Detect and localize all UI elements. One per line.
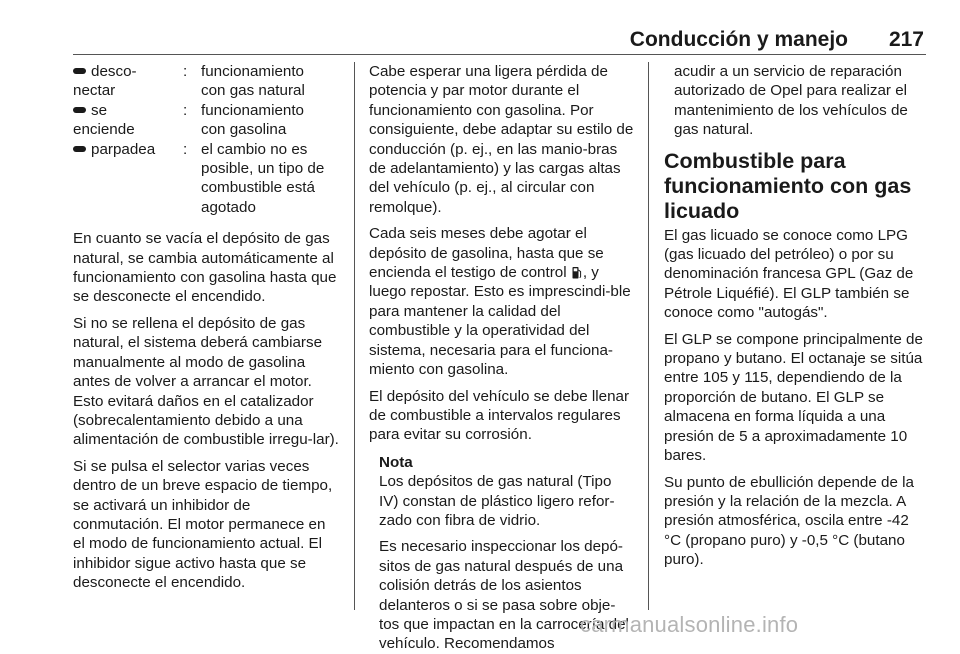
legend-row — [73, 140, 341, 218]
legend-row — [73, 62, 341, 101]
legend-value: funcionamiento con gas natural — [201, 63, 305, 100]
header-divider — [73, 54, 926, 55]
column-divider-1 — [354, 62, 355, 610]
column-middle — [369, 62, 634, 654]
indicator-lamp-icon — [73, 146, 86, 152]
paragraph: Cabe esperar una ligera pérdida de potencia y par motor durante el funcionamiento con gasolina. Por consiguiente, debe adaptar su estilo de conducción (p. ej., en las manio-bras de adelantamiento) y las cargas altas del vehículo (p. ej., al circular con remolque). — [369, 63, 634, 216]
page-number: 217 — [888, 28, 924, 51]
watermark: carmanualsonline.info — [580, 612, 799, 637]
column-right — [664, 62, 928, 570]
note-paragraph: Los depósitos de gas natural (Tipo IV) constan de plástico ligero refor-zado con fibra de vidrio. — [379, 473, 615, 529]
legend-value: funcionamiento con gasolina — [201, 101, 305, 139]
paragraph: El depósito del vehículo se debe llenar de combustible a intervalos regulares para evitar su corrosión. — [369, 387, 630, 444]
note-continuation: acudir a un servicio de reparación autorizado de Opel para realizar el mantenimiento de los vehículos de gas natural. — [674, 63, 908, 139]
indicator-lamp-icon — [73, 107, 86, 113]
note-paragraph: Es necesario inspeccionar los depó-sitos de gas natural después de una colisión detrás de los asientos delanteros o si se pasa sobre obje-tos que impactan en la carrocería del vehículo. Recomendamos — [379, 538, 629, 653]
column-divider-2 — [648, 62, 649, 610]
legend-key-text: se enciende — [73, 101, 135, 139]
indicator-legend — [73, 62, 341, 217]
paragraph-text: Cada seis meses debe agotar el depósito de gasolina, hasta que se encienda el testigo de control — [369, 225, 604, 282]
legend-key-text: parpadea — [91, 140, 156, 158]
indicator-lamp-icon — [73, 68, 86, 74]
legend-colon: : — [183, 140, 188, 158]
paragraph: Su punto de ebullición depende de la presión y la relación de la mezcla. A presión atmosférica, oscila entre -42 °C (propano puro) y -0,5 °C (butano puro). — [664, 473, 914, 569]
paragraph: Si no se rellena el depósito de gas natural, el sistema deberá cambiarse manualmente al modo de gasolina antes de volver a arrancar el motor. Esto evitará daños en el catalizador (sobrecalentamiento debido a una alimentación de combustible irregu-lar). — [73, 314, 339, 449]
paragraph: Si se pulsa el selector varias veces dentro de un breve espacio de tiempo, se activará un inhibidor de conmutación. El motor permanece en el modo de funcionamiento actual. El inhibidor sigue activo hasta que se desconecte el encendido. — [73, 457, 333, 592]
legend-value: el cambio no es posible, un tipo de combustible está agotado — [201, 140, 325, 216]
legend-colon: : — [183, 101, 188, 119]
legend-key-text: desco- nectar — [73, 63, 137, 100]
paragraph — [369, 224, 634, 379]
section-heading: Combustible para funcionamiento con gas licuado — [664, 148, 912, 223]
note-title: Nota — [379, 453, 413, 471]
legend-row — [73, 101, 341, 140]
fuel-pump-icon — [572, 266, 582, 279]
paragraph-text: , y luego repostar. Esto es imprescindi-ble para mantener la calidad del combustible y la operatividad del sistema, necesaria para el funciona-miento con gasolina. — [369, 264, 631, 379]
paragraph: El GLP se compone principalmente de propano y butano. El octanaje se sitúa entre 105 y 115, dependiendo de la proporción de butano. El GLP se almacena en forma líquida a una presión de 5 a aproximadamente 10 bares. — [664, 330, 923, 465]
column-left — [73, 62, 341, 593]
paragraph: En cuanto se vacía el depósito de gas natural, se cambia automáticamente al funcionamiento con gasolina hasta que se desconecte el encendido. — [73, 230, 337, 306]
paragraph: El gas licuado se conoce como LPG (gas licuado del petróleo) o por su denominación francesa GPL (Gaz de Pétrole Liquéfié). El GLP también se conoce como "autogás". — [664, 226, 914, 322]
page-title: Conducción y manejo — [629, 28, 848, 51]
legend-colon: : — [183, 63, 188, 80]
